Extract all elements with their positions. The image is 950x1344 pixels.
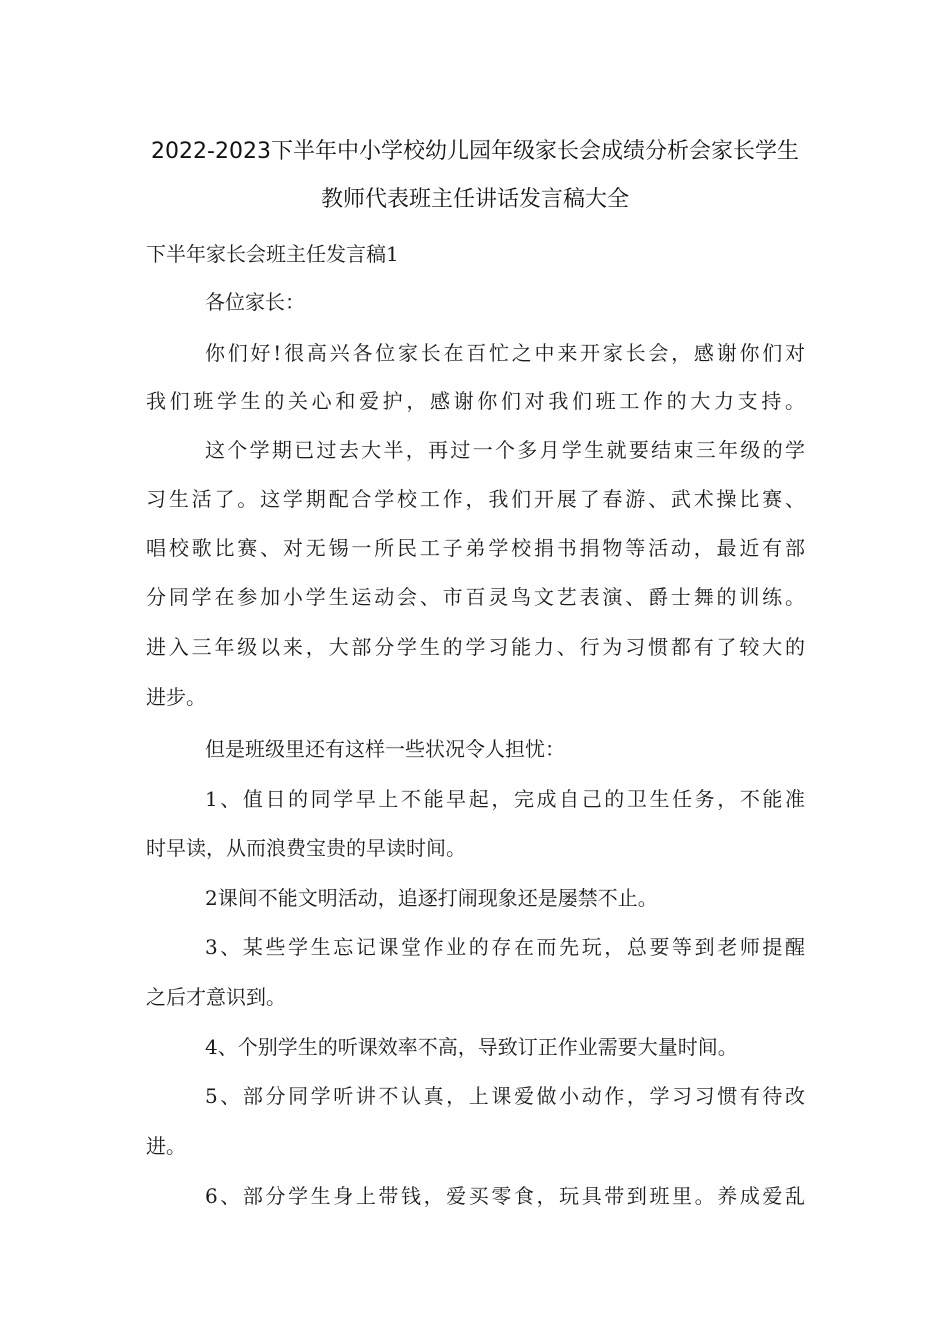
paragraph-line: 进入三年级以来，大部分学生的学习能力、行为习惯都有了较大的 (146, 635, 805, 659)
paragraph-line: 我们班学生的关心和爱护，感谢你们对我们班工作的大力支持。 (146, 389, 805, 413)
paragraph-line: 这个学期已过去大半，再过一个多月学生就要结束三年级的学 (205, 438, 805, 462)
list-item-line: 3、某些学生忘记课堂作业的存在而先玩，总要等到老师提醒 (205, 935, 805, 959)
paragraph-line: 但是班级里还有这样一些状况令人担忧： (205, 737, 565, 761)
list-item-line: 之后才意识到。 (146, 985, 286, 1009)
paragraph-line: 唱校歌比赛、对无锡一所民工子弟学校捐书捐物等活动，最近有部 (146, 536, 805, 560)
paragraph-line: 进步。 (146, 685, 206, 709)
list-item-line: 6、部分学生身上带钱，爱买零食，玩具带到班里。养成爱乱 (205, 1184, 805, 1208)
list-item-line: 进。 (146, 1134, 186, 1158)
paragraph-line: 分同学在参加小学生运动会、市百灵鸟文艺表演、爵士舞的训练。 (146, 585, 805, 609)
document-title-line-1: 2022-2023下半年中小学校幼儿园年级家长会成绩分析会家长学生 (151, 139, 799, 164)
list-item-line: 2课间不能文明活动，追逐打闹现象还是屡禁不止。 (205, 886, 658, 910)
list-item-line: 时早读，从而浪费宝贵的早读时间。 (146, 836, 466, 860)
paragraph-line: 你们好!很高兴各位家长在百忙之中来开家长会，感谢你们对 (205, 341, 805, 365)
document-title-line-2: 教师代表班主任讲话发言稿大全 (320, 187, 629, 212)
list-item-line: 4、个别学生的听课效率不高，导致订正作业需要大量时间。 (205, 1035, 738, 1059)
greeting: 各位家长： (205, 290, 305, 314)
list-item-line: 5、部分同学听讲不认真，上课爱做小动作，学习习惯有待改 (205, 1084, 805, 1108)
paragraph-line: 习生活了。这学期配合学校工作，我们开展了春游、武术操比赛、 (146, 487, 805, 511)
document-subtitle: 下半年家长会班主任发言稿1 (146, 242, 399, 266)
list-item-line: 1、值日的同学早上不能早起，完成自己的卫生任务，不能准 (205, 787, 805, 811)
